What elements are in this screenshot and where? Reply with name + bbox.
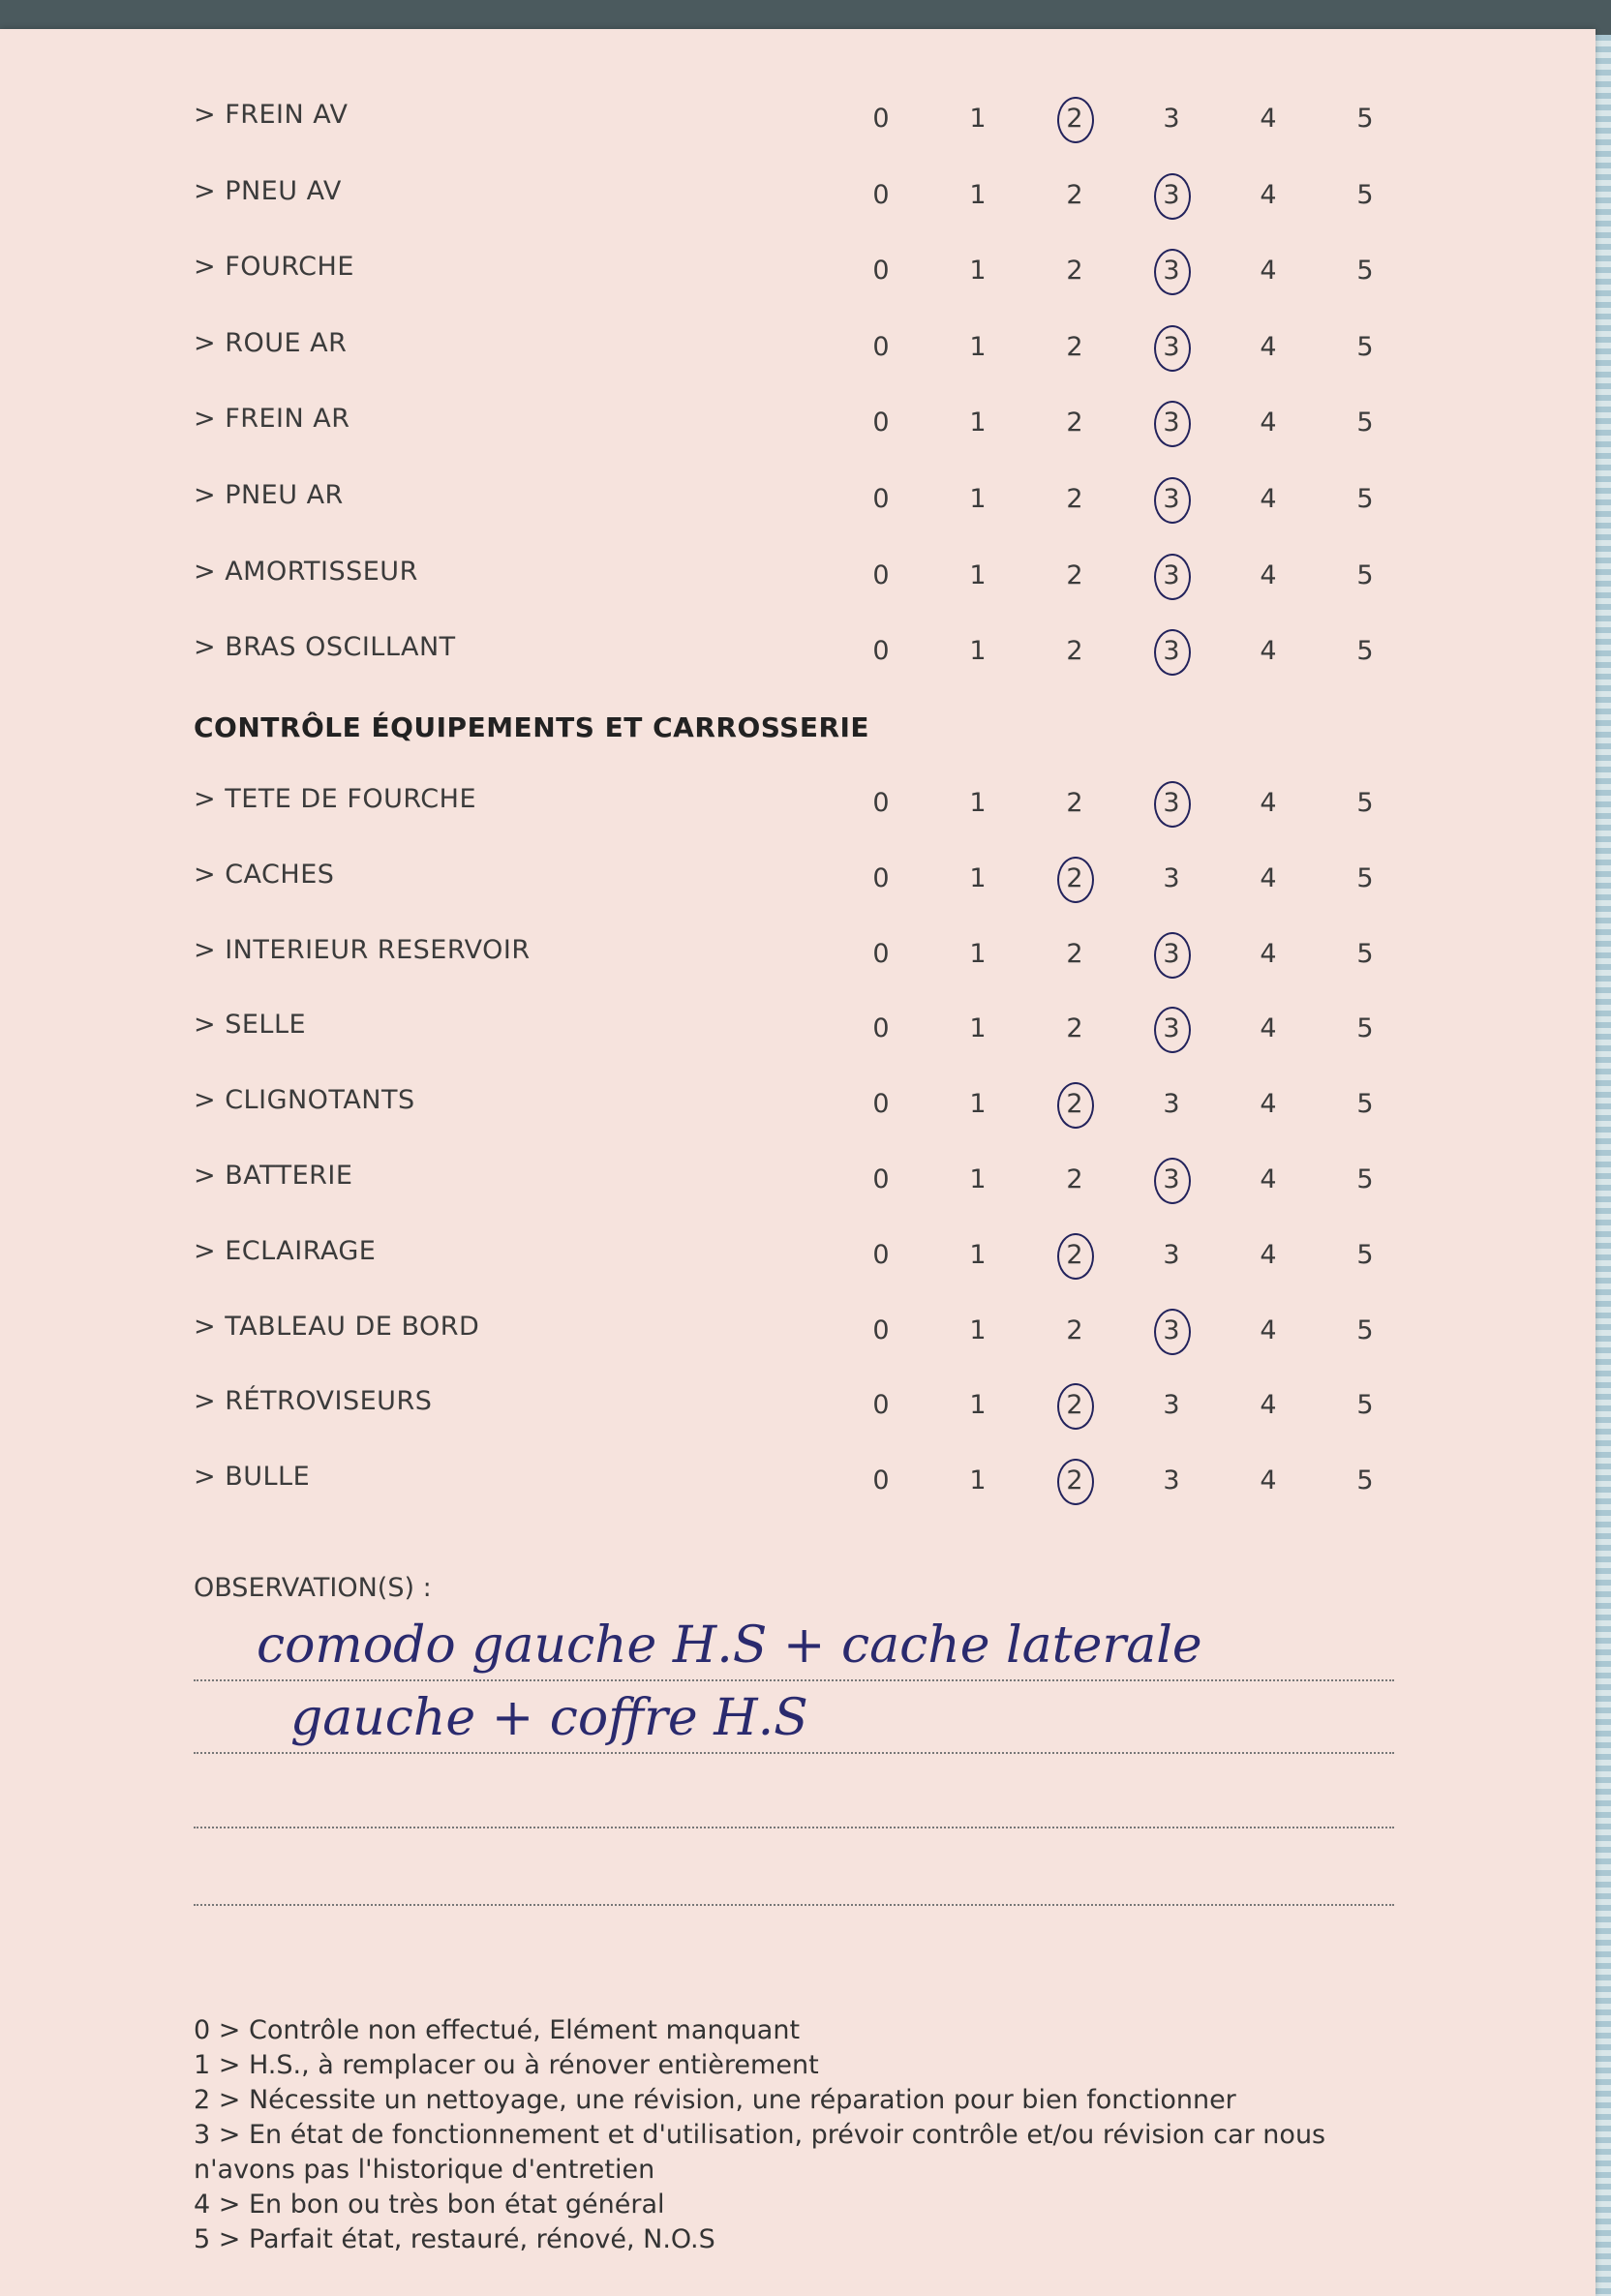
rating-option-0[interactable]: 0 xyxy=(872,636,890,667)
rating-option-4[interactable]: 4 xyxy=(1260,1239,1277,1270)
rating-option-0[interactable]: 0 xyxy=(872,1465,890,1496)
rating-option-0[interactable]: 0 xyxy=(872,104,890,134)
rating-option-1[interactable]: 1 xyxy=(969,1390,987,1421)
rating-row-label: > PNEU AR xyxy=(194,480,344,510)
rating-option-1[interactable]: 1 xyxy=(969,636,987,667)
rating-option-0[interactable]: 0 xyxy=(872,938,890,969)
rating-option-2[interactable]: 2 xyxy=(1066,1013,1083,1044)
rating-option-2[interactable]: 2 xyxy=(1066,484,1083,514)
rating-option-1[interactable]: 1 xyxy=(969,862,987,893)
rating-option-5[interactable]: 5 xyxy=(1356,1390,1374,1421)
rating-option-0[interactable]: 0 xyxy=(872,1164,890,1194)
rating-row xyxy=(0,935,1596,974)
rating-option-4[interactable]: 4 xyxy=(1260,179,1277,210)
rating-option-5[interactable]: 5 xyxy=(1356,862,1374,893)
rating-option-1[interactable]: 1 xyxy=(969,484,987,514)
rating-option-3[interactable]: 3 xyxy=(1152,939,1191,969)
observation-line-3 xyxy=(194,1827,1394,1828)
rating-row-label: > FOURCHE xyxy=(194,252,354,283)
rating-option-5[interactable]: 5 xyxy=(1356,1314,1374,1345)
rating-row xyxy=(0,252,1596,290)
rating-option-2[interactable]: 2 xyxy=(1066,1164,1083,1194)
rating-row-label: > PNEU AV xyxy=(194,175,342,206)
rating-option-3[interactable]: 3 xyxy=(1152,636,1191,666)
rating-option-0[interactable]: 0 xyxy=(872,559,890,590)
rating-option-3[interactable]: 3 xyxy=(1152,1164,1191,1194)
rating-option-0[interactable]: 0 xyxy=(872,1013,890,1044)
rating-row-label: > INTERIEUR RESERVOIR xyxy=(194,934,531,965)
rating-option-2[interactable]: 2 xyxy=(1066,408,1083,438)
rating-option-1[interactable]: 1 xyxy=(969,1013,987,1044)
rating-option-1[interactable]: 1 xyxy=(969,1239,987,1270)
rating-row-label: > BATTERIE xyxy=(194,1161,353,1191)
rating-option-4[interactable]: 4 xyxy=(1260,408,1277,438)
rating-option-3[interactable]: 3 xyxy=(1152,256,1191,286)
rating-option-1[interactable]: 1 xyxy=(969,1314,987,1345)
rating-option-2[interactable]: 2 xyxy=(1066,179,1083,210)
rating-option-0[interactable]: 0 xyxy=(872,1390,890,1421)
rating-option-5[interactable]: 5 xyxy=(1356,484,1374,514)
rating-option-1[interactable]: 1 xyxy=(969,788,987,818)
rating-option-3[interactable]: 3 xyxy=(1152,560,1191,590)
rating-option-4[interactable]: 4 xyxy=(1260,1390,1277,1421)
rating-row-label: > RÉTROVISEURS xyxy=(194,1386,433,1417)
rating-option-4[interactable]: 4 xyxy=(1260,1314,1277,1345)
rating-option-2[interactable]: 2 xyxy=(1055,1089,1094,1119)
rating-option-5[interactable]: 5 xyxy=(1356,1465,1374,1496)
rating-option-0[interactable]: 0 xyxy=(872,788,890,818)
rating-row-label: > TETE DE FOURCHE xyxy=(194,784,476,814)
rating-option-5[interactable]: 5 xyxy=(1356,1013,1374,1044)
rating-option-2[interactable]: 2 xyxy=(1055,863,1094,893)
rating-row xyxy=(0,1386,1596,1425)
rating-option-3[interactable]: 3 xyxy=(1152,1013,1191,1043)
rating-option-2[interactable]: 2 xyxy=(1066,1314,1083,1345)
rating-row xyxy=(0,557,1596,595)
rating-row xyxy=(0,1085,1596,1124)
rating-option-1[interactable]: 1 xyxy=(969,1164,987,1194)
rating-option-1[interactable]: 1 xyxy=(969,408,987,438)
rating-option-0[interactable]: 0 xyxy=(872,179,890,210)
rating-option-2[interactable]: 2 xyxy=(1055,104,1094,134)
rating-row-label: > SELLE xyxy=(194,1010,307,1041)
rating-option-3[interactable]: 3 xyxy=(1152,484,1191,514)
rating-option-0[interactable]: 0 xyxy=(872,1239,890,1270)
rating-option-4[interactable]: 4 xyxy=(1260,1465,1277,1496)
rating-option-0[interactable]: 0 xyxy=(872,1089,890,1120)
rating-row-label: > CACHES xyxy=(194,859,335,890)
rating-option-1[interactable]: 1 xyxy=(969,331,987,362)
rating-option-1[interactable]: 1 xyxy=(969,104,987,134)
rating-option-5[interactable]: 5 xyxy=(1356,408,1374,438)
legend-item-4: 4 > En bon ou très bon état général xyxy=(194,2190,665,2220)
rating-option-0[interactable]: 0 xyxy=(872,1314,890,1345)
rating-option-2[interactable]: 2 xyxy=(1066,938,1083,969)
rating-row-label: > TABLEAU DE BORD xyxy=(194,1311,480,1342)
observation-handwriting-2: gauche + coffre H.S xyxy=(290,1689,808,1747)
rating-option-5[interactable]: 5 xyxy=(1356,331,1374,362)
rating-row xyxy=(0,632,1596,671)
observation-line-1 xyxy=(194,1679,1394,1681)
legend-item-0: 0 > Contrôle non effectué, Elément manquant xyxy=(194,2015,801,2045)
rating-option-3[interactable]: 3 xyxy=(1163,862,1180,893)
rating-option-2[interactable]: 2 xyxy=(1066,788,1083,818)
rating-option-2[interactable]: 2 xyxy=(1066,256,1083,287)
rating-option-3[interactable]: 3 xyxy=(1152,332,1191,362)
rating-row-label: > FREIN AR xyxy=(194,404,350,435)
rating-row xyxy=(0,1312,1596,1350)
rating-option-3[interactable]: 3 xyxy=(1163,1089,1180,1120)
observation-line-2 xyxy=(194,1752,1394,1754)
rating-option-3[interactable]: 3 xyxy=(1163,1390,1180,1421)
rating-option-0[interactable]: 0 xyxy=(872,256,890,287)
rating-option-3[interactable]: 3 xyxy=(1163,1465,1180,1496)
rating-option-1[interactable]: 1 xyxy=(969,256,987,287)
legend-item-3: 3 > En état de fonctionnement et d'utilisation, prévoir contrôle et/ou révision car nous n'avons pas l'historique d'entretien xyxy=(194,2120,1326,2185)
rating-row-label: > CLIGNOTANTS xyxy=(194,1085,415,1116)
rating-option-4[interactable]: 4 xyxy=(1260,788,1277,818)
rating-option-3[interactable]: 3 xyxy=(1163,1239,1180,1270)
rating-option-4[interactable]: 4 xyxy=(1260,938,1277,969)
section-title: CONTRÔLE ÉQUIPEMENTS ET CARROSSERIE xyxy=(194,711,870,743)
rating-option-4[interactable]: 4 xyxy=(1260,862,1277,893)
rating-row-label: > AMORTISSEUR xyxy=(194,556,418,587)
rating-option-2[interactable]: 2 xyxy=(1066,331,1083,362)
rating-option-2[interactable]: 2 xyxy=(1055,1240,1094,1270)
rating-option-5[interactable]: 5 xyxy=(1356,179,1374,210)
rating-option-4[interactable]: 4 xyxy=(1260,1089,1277,1120)
rating-row-label: > BRAS OSCILLANT xyxy=(194,632,456,663)
rating-option-4[interactable]: 4 xyxy=(1260,559,1277,590)
rating-row xyxy=(0,1010,1596,1048)
rating-option-4[interactable]: 4 xyxy=(1260,256,1277,287)
rating-option-1[interactable]: 1 xyxy=(969,1465,987,1496)
rating-row xyxy=(0,176,1596,215)
rating-option-3[interactable]: 3 xyxy=(1152,1315,1191,1345)
legend-item-5: 5 > Parfait état, restauré, rénové, N.O.S xyxy=(194,2224,715,2254)
rating-option-3[interactable]: 3 xyxy=(1163,104,1180,134)
observation-line-4 xyxy=(194,1904,1394,1906)
rating-option-1[interactable]: 1 xyxy=(969,559,987,590)
rating-row xyxy=(0,480,1596,519)
rating-option-4[interactable]: 4 xyxy=(1260,1013,1277,1044)
rating-option-3[interactable]: 3 xyxy=(1152,180,1191,210)
rating-option-0[interactable]: 0 xyxy=(872,862,890,893)
rating-option-4[interactable]: 4 xyxy=(1260,484,1277,514)
rating-option-4[interactable]: 4 xyxy=(1260,636,1277,667)
rating-option-2[interactable]: 2 xyxy=(1055,1390,1094,1420)
rating-option-0[interactable]: 0 xyxy=(872,408,890,438)
rating-row xyxy=(0,1236,1596,1275)
rating-row xyxy=(0,784,1596,823)
rating-option-4[interactable]: 4 xyxy=(1260,104,1277,134)
rating-option-1[interactable]: 1 xyxy=(969,1089,987,1120)
rating-row xyxy=(0,1161,1596,1199)
rating-option-5[interactable]: 5 xyxy=(1356,559,1374,590)
legend-item-2: 2 > Nécessite un nettoyage, une révision, une réparation pour bien fonctionner xyxy=(194,2085,1236,2115)
rating-option-0[interactable]: 0 xyxy=(872,484,890,514)
legend-item-1: 1 > H.S., à remplacer ou à rénover entièrement xyxy=(194,2050,819,2080)
rating-legend xyxy=(194,2013,1394,2257)
observation-handwriting-1: comodo gauche H.S + cache laterale xyxy=(257,1616,1202,1675)
rating-row-label: > ROUE AR xyxy=(194,327,348,358)
rating-option-5[interactable]: 5 xyxy=(1356,1239,1374,1270)
rating-row-label: > ECLAIRAGE xyxy=(194,1235,377,1266)
inspection-sheet xyxy=(0,29,1596,2296)
rating-option-5[interactable]: 5 xyxy=(1356,1089,1374,1120)
rating-option-0[interactable]: 0 xyxy=(872,331,890,362)
rating-option-5[interactable]: 5 xyxy=(1356,636,1374,667)
rating-option-5[interactable]: 5 xyxy=(1356,104,1374,134)
rating-option-4[interactable]: 4 xyxy=(1260,1164,1277,1194)
rating-option-5[interactable]: 5 xyxy=(1356,788,1374,818)
rating-row xyxy=(0,860,1596,898)
rating-option-1[interactable]: 1 xyxy=(969,938,987,969)
rating-option-5[interactable]: 5 xyxy=(1356,256,1374,287)
rating-row xyxy=(0,1462,1596,1500)
rating-row-label: > FREIN AV xyxy=(194,100,349,130)
rating-row xyxy=(0,404,1596,442)
rating-row-label: > BULLE xyxy=(194,1462,311,1493)
rating-option-1[interactable]: 1 xyxy=(969,179,987,210)
observations-label: OBSERVATION(S) : xyxy=(194,1573,432,1603)
rating-row xyxy=(0,328,1596,367)
rating-option-3[interactable]: 3 xyxy=(1152,408,1191,438)
rating-option-2[interactable]: 2 xyxy=(1055,1465,1094,1495)
rating-option-5[interactable]: 5 xyxy=(1356,1164,1374,1194)
rating-option-5[interactable]: 5 xyxy=(1356,938,1374,969)
rating-row xyxy=(0,100,1596,138)
rating-option-2[interactable]: 2 xyxy=(1066,559,1083,590)
rating-option-3[interactable]: 3 xyxy=(1152,788,1191,818)
rating-option-2[interactable]: 2 xyxy=(1066,636,1083,667)
rating-option-4[interactable]: 4 xyxy=(1260,331,1277,362)
